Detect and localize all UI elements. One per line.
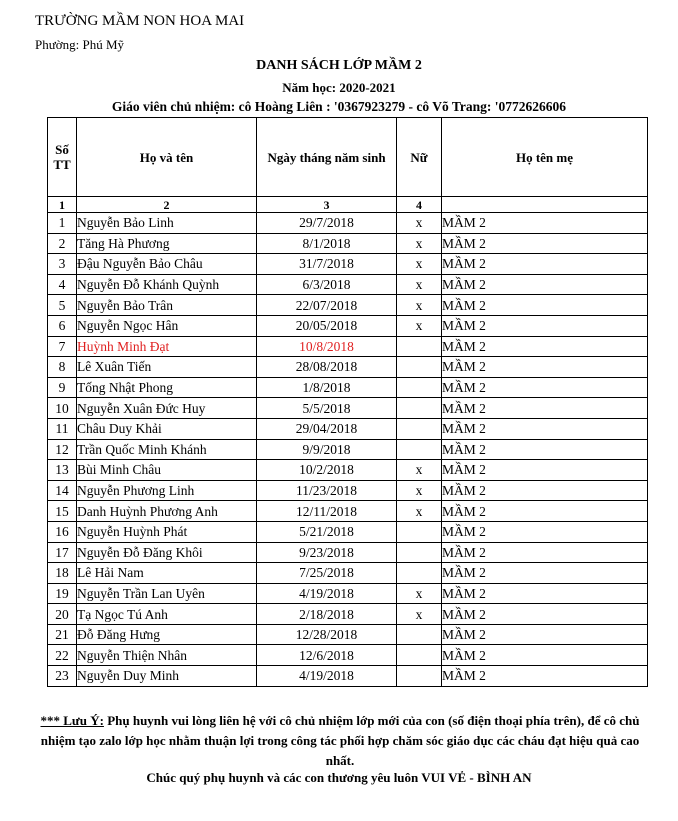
student-name: Lê Hải Nam [77, 563, 257, 584]
student-name: Đỗ Đăng Hưng [77, 624, 257, 645]
student-dob: 22/07/2018 [257, 295, 397, 316]
student-mother: MẦM 2 [442, 624, 648, 645]
student-mother: MẦM 2 [442, 274, 648, 295]
col-number: 1 [48, 197, 77, 213]
table-row [48, 501, 648, 522]
student-female-mark [397, 645, 442, 666]
student-dob: 12/28/2018 [257, 624, 397, 645]
col-number: 2 [77, 197, 257, 213]
student-female-mark: x [397, 604, 442, 625]
table-row [48, 377, 648, 398]
student-name: Đậu Nguyễn Bảo Châu [77, 254, 257, 275]
student-number: 9 [48, 377, 77, 398]
col-number [442, 197, 648, 213]
student-number: 4 [48, 274, 77, 295]
col-header-stt: Số TT [48, 118, 77, 197]
student-name: Nguyễn Xuân Đức Huy [77, 398, 257, 419]
student-name: Nguyễn Bảo Trân [77, 295, 257, 316]
homeroom-teachers: Giáo viên chủ nhiệm: cô Hoàng Liên : '0367923279 - cô Võ Trang: '0772626606 [111, 99, 567, 114]
table-row [48, 315, 648, 336]
student-dob: 6/3/2018 [257, 274, 397, 295]
student-female-mark [397, 624, 442, 645]
student-number: 14 [48, 480, 77, 501]
student-dob: 31/7/2018 [257, 254, 397, 275]
student-number: 20 [48, 604, 77, 625]
student-mother: MẦM 2 [442, 315, 648, 336]
student-name: Nguyễn Trần Lan Uyên [77, 583, 257, 604]
student-number: 18 [48, 563, 77, 584]
student-number: 15 [48, 501, 77, 522]
student-name: Lê Xuân Tiến [77, 357, 257, 378]
student-dob: 5/5/2018 [257, 398, 397, 419]
student-dob: 5/21/2018 [257, 521, 397, 542]
student-dob: 1/8/2018 [257, 377, 397, 398]
student-dob: 29/04/2018 [257, 418, 397, 439]
student-dob: 11/23/2018 [257, 480, 397, 501]
col-header-dob-text: Ngày tháng năm sinh [267, 149, 386, 165]
table-row [48, 439, 648, 460]
student-dob: 8/1/2018 [257, 233, 397, 254]
student-female-mark [397, 563, 442, 584]
notice-lead: *** Lưu Ý: [40, 713, 104, 728]
student-female-mark: x [397, 254, 442, 275]
col-header-dob [257, 118, 397, 197]
student-number: 21 [48, 624, 77, 645]
student-mother: MẦM 2 [442, 645, 648, 666]
student-mother: MẦM 2 [442, 439, 648, 460]
student-name: Nguyễn Thiện Nhân [77, 645, 257, 666]
student-female-mark [397, 666, 442, 687]
student-dob: 10/2/2018 [257, 460, 397, 481]
student-number: 11 [48, 418, 77, 439]
student-number: 23 [48, 666, 77, 687]
student-female-mark: x [397, 315, 442, 336]
student-female-mark: x [397, 583, 442, 604]
col-number: 3 [257, 197, 397, 213]
student-mother: MẦM 2 [442, 398, 648, 419]
student-name: Trần Quốc Minh Khánh [77, 439, 257, 460]
table-row [48, 336, 648, 357]
table-row [48, 295, 648, 316]
student-number: 17 [48, 542, 77, 563]
table-row [48, 480, 648, 501]
col-header-name: Họ và tên [77, 118, 257, 197]
table-row [48, 213, 648, 234]
student-number: 19 [48, 583, 77, 604]
student-dob: 4/19/2018 [257, 666, 397, 687]
closing-wish: Chúc quý phụ huynh và các con thương yêu luôn VUI VẺ - BÌNH AN [146, 770, 532, 785]
table-row [48, 583, 648, 604]
student-female-mark: x [397, 274, 442, 295]
col-header-mother: Họ tên mẹ [442, 118, 648, 197]
student-female-mark: x [397, 213, 442, 234]
student-name: Nguyễn Đỗ Khánh Quỳnh [77, 274, 257, 295]
student-mother: MẦM 2 [442, 521, 648, 542]
student-mother: MẦM 2 [442, 357, 648, 378]
student-mother: MẦM 2 [442, 213, 648, 234]
student-dob: 2/18/2018 [257, 604, 397, 625]
student-mother: MẦM 2 [442, 418, 648, 439]
student-dob: 12/11/2018 [257, 501, 397, 522]
student-name: Nguyễn Phương Linh [77, 480, 257, 501]
student-dob: 9/9/2018 [257, 439, 397, 460]
student-name: Nguyễn Bảo Linh [77, 213, 257, 234]
student-female-mark [397, 439, 442, 460]
school-name: TRƯỜNG MẦM NON HOA MAI [35, 13, 245, 29]
student-female-mark [397, 357, 442, 378]
student-dob: 28/08/2018 [257, 357, 397, 378]
student-mother: MẦM 2 [442, 460, 648, 481]
student-name: Nguyễn Ngọc Hân [77, 315, 257, 336]
student-female-mark [397, 542, 442, 563]
student-female-mark [397, 521, 442, 542]
table-row [48, 521, 648, 542]
student-name: Nguyễn Huỳnh Phát [77, 521, 257, 542]
student-female-mark [397, 418, 442, 439]
student-number: 2 [48, 233, 77, 254]
student-mother: MẦM 2 [442, 377, 648, 398]
student-dob: 20/05/2018 [257, 315, 397, 336]
student-mother: MẦM 2 [442, 583, 648, 604]
student-number: 5 [48, 295, 77, 316]
column-number-row [48, 197, 648, 213]
student-number: 10 [48, 398, 77, 419]
table-row [48, 604, 648, 625]
student-number: 13 [48, 460, 77, 481]
table-row [48, 274, 648, 295]
student-name: Châu Duy Khải [77, 418, 257, 439]
student-name: Bùi Minh Châu [77, 460, 257, 481]
student-mother: MẦM 2 [442, 563, 648, 584]
student-female-mark: x [397, 460, 442, 481]
student-mother: MẦM 2 [442, 233, 648, 254]
student-number: 12 [48, 439, 77, 460]
student-female-mark: x [397, 233, 442, 254]
student-name: Danh Huỳnh Phương Anh [77, 501, 257, 522]
table-row [48, 460, 648, 481]
student-number: 22 [48, 645, 77, 666]
student-female-mark [397, 377, 442, 398]
table-row [48, 645, 648, 666]
student-name: Huỳnh Minh Đạt [77, 336, 257, 357]
class-roster-table [47, 117, 648, 687]
student-dob: 7/25/2018 [257, 563, 397, 584]
student-number: 3 [48, 254, 77, 275]
student-number: 6 [48, 315, 77, 336]
student-mother: MẦM 2 [442, 336, 648, 357]
notice-paragraph [25, 711, 655, 771]
student-female-mark [397, 398, 442, 419]
student-mother: MẦM 2 [442, 666, 648, 687]
student-name: Nguyễn Duy Minh [77, 666, 257, 687]
student-name: Tống Nhật Phong [77, 377, 257, 398]
table-row [48, 254, 648, 275]
list-title: DANH SÁCH LỚP MẦM 2 [256, 58, 422, 73]
table-header-row [48, 118, 648, 197]
table-row [48, 624, 648, 645]
school-year: Năm học: 2020-2021 [282, 80, 396, 95]
student-name: Tăng Hà Phương [77, 233, 257, 254]
student-number: 7 [48, 336, 77, 357]
table-row [48, 233, 648, 254]
student-female-mark: x [397, 480, 442, 501]
col-header-female: Nữ [397, 118, 442, 197]
student-female-mark: x [397, 501, 442, 522]
student-dob: 4/19/2018 [257, 583, 397, 604]
student-female-mark: x [397, 295, 442, 316]
student-mother: MẦM 2 [442, 295, 648, 316]
student-number: 16 [48, 521, 77, 542]
col-number: 4 [397, 197, 442, 213]
student-mother: MẦM 2 [442, 604, 648, 625]
table-row [48, 542, 648, 563]
roster-body [48, 213, 648, 687]
table-row [48, 666, 648, 687]
student-number: 1 [48, 213, 77, 234]
notice-text: Phụ huynh vui lòng liên hệ với cô chủ nhiệm lớp mới của con (số điện thoại phía trên), để cô chủ nhiệm tạo zalo lớp học nhằm thuận lợi trong công tác phối hợp chăm sóc giáo dục các cháu đạt hiệu quả cao nhất. [40, 713, 640, 768]
ward-label: Phường: Phú Mỹ [35, 37, 125, 52]
student-dob: 29/7/2018 [257, 213, 397, 234]
table-row [48, 357, 648, 378]
student-dob: 9/23/2018 [257, 542, 397, 563]
student-dob: 12/6/2018 [257, 645, 397, 666]
student-female-mark [397, 336, 442, 357]
student-name: Nguyễn Đỗ Đăng Khôi [77, 542, 257, 563]
student-name: Tạ Ngọc Tú Anh [77, 604, 257, 625]
table-row [48, 418, 648, 439]
student-dob: 10/8/2018 [257, 336, 397, 357]
table-row [48, 563, 648, 584]
student-mother: MẦM 2 [442, 254, 648, 275]
student-mother: MẦM 2 [442, 480, 648, 501]
table-row [48, 398, 648, 419]
student-number: 8 [48, 357, 77, 378]
student-mother: MẦM 2 [442, 501, 648, 522]
student-mother: MẦM 2 [442, 542, 648, 563]
